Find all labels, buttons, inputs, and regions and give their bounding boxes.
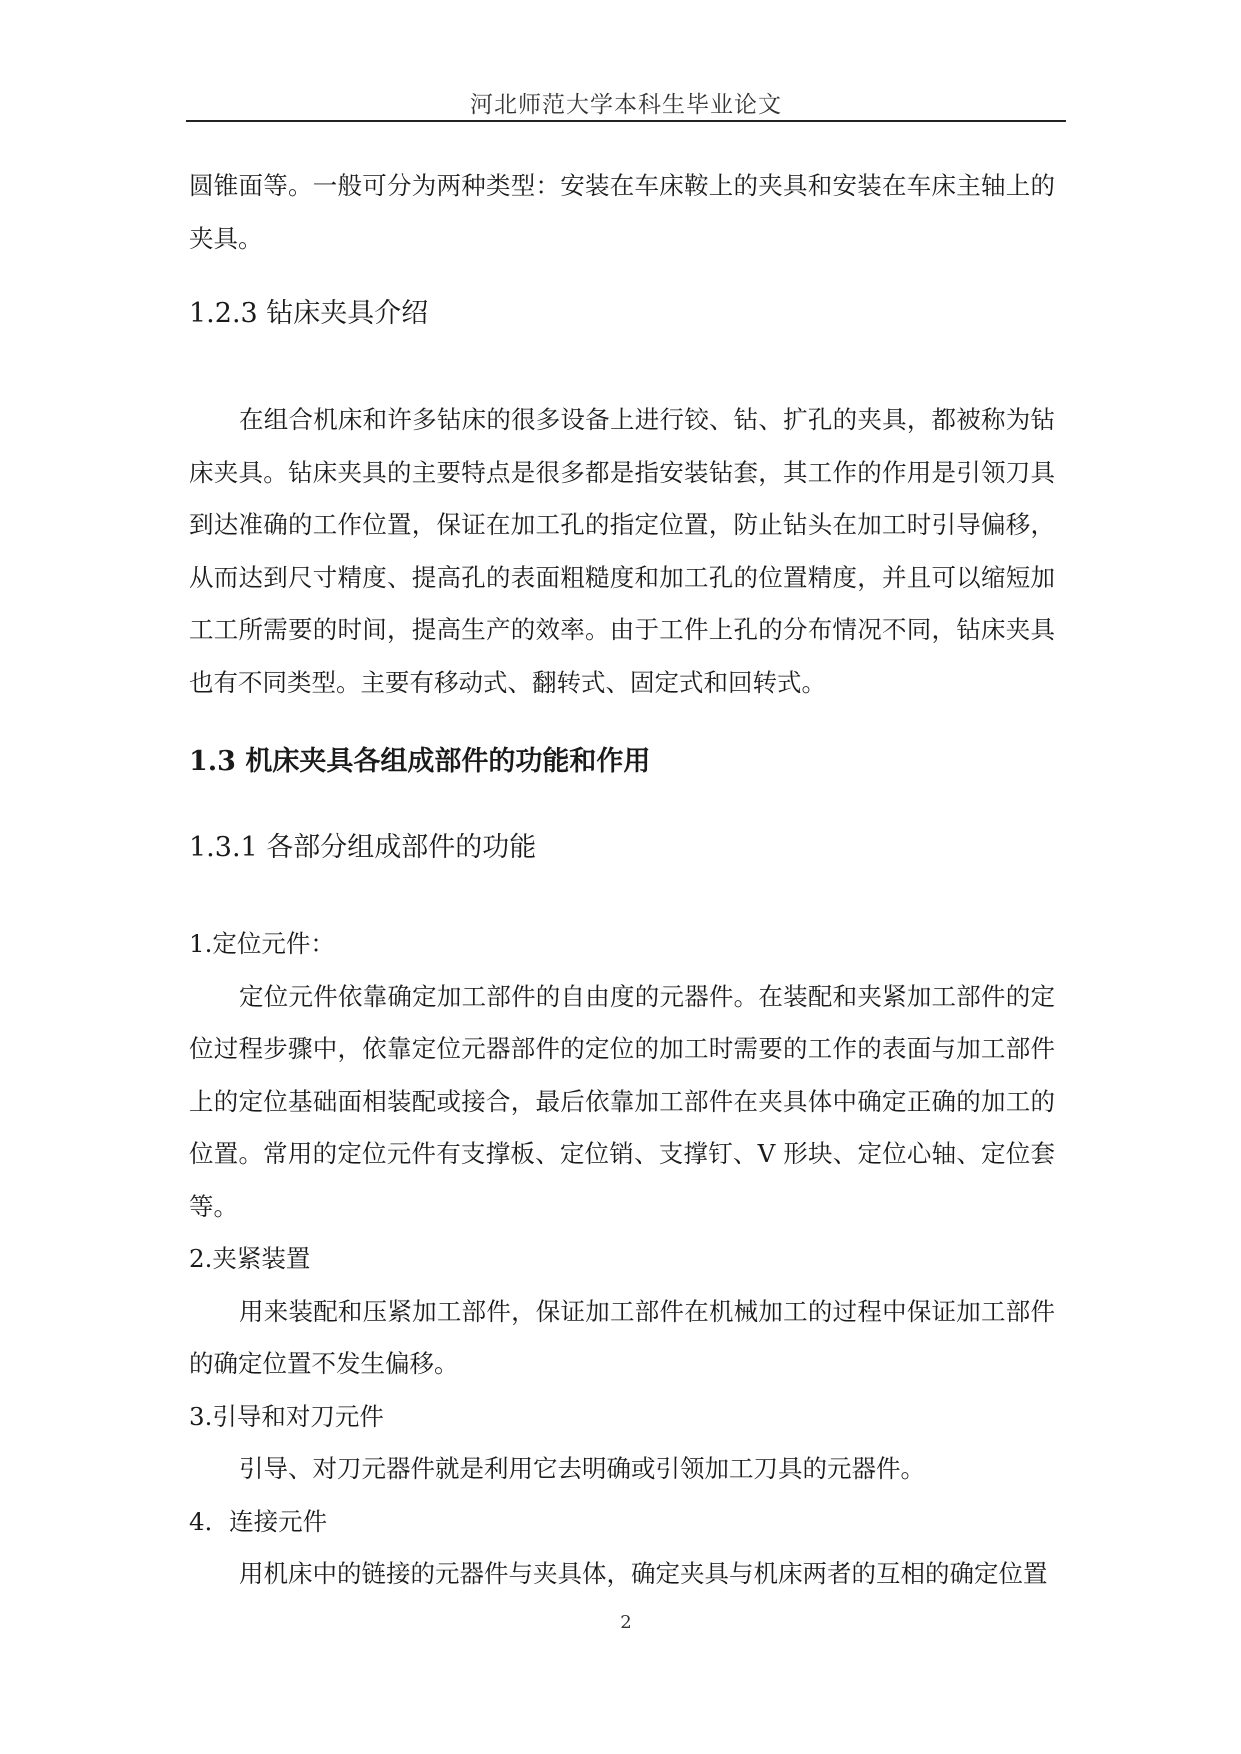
list-item-title-4: 4．连接元件 [189,1506,328,1536]
heading-1-2-3: 1.2.3 钻床夹具介绍 [189,298,429,329]
heading-1-3: 1.3 机床夹具各组成部件的功能和作用 [189,746,651,777]
header-divider [186,120,1066,122]
paragraph-drill-fixture: 在组合机床和许多钻床的很多设备上进行铰、钻、扩孔的夹具，都被称为钻床夹具。钻床夹具的主要特点是很多都是指安装钻套，其工作的作用是引领刀具到达准确的工作位置，保证在加工孔的指定位置，防止钻头在加工时引导偏移，从而达到尺寸精度、提高孔的表面粗糙度和加工孔的位置精度，并且可以缩短加工工所需要的时间，提高生产的效率。由于工件上孔的分布情况不同，钻床夹具也有不同类型。主要有移动式、翻转式、固定式和回转式。 [189,405,1055,697]
list-item-body-4: 用机床中的链接的元器件与夹具体，确定夹具与机床两者的互相的确定位置 [239,1559,1048,1588]
list-item-title-3: 3.引导和对刀元件 [189,1401,384,1431]
list-item-body-1: 定位元件依靠确定加工部件的自由度的元器件。在装配和夹紧加工部件的定位过程步骤中，依靠定位元器部件的定位的加工时需要的工作的表面与加工部件上的定位基础面相装配或接合，最后依靠加工部件在夹具体中确定正确的加工的位置。常用的定位元件有支撑板、定位销、支撑钉、V 形块、定位心轴、定位套等。 [189,981,1055,1221]
list-item-title-2: 2.夹紧装置 [189,1244,311,1273]
paragraph-intro: 圆锥面等。一般可分为两种类型：安装在车床鞍上的夹具和安装在车床主轴上的夹具。 [189,171,1055,253]
page-content [189,160,1055,1601]
list-item-body-2: 用来装配和压紧加工部件，保证加工部件在机械加工的过程中保证加工部件的确定位置不发生偏移。 [189,1296,1055,1378]
page-number: 2 [620,1612,632,1633]
list-item-body-3: 引导、对刀元器件就是利用它去明确或引领加工刀具的元器件。 [239,1454,925,1483]
list-item-title-1: 1.定位元件： [189,929,335,958]
page-header: 河北师范大学本科生毕业论文 [470,92,782,118]
heading-1-3-1: 1.3.1 各部分组成部件的功能 [189,832,537,863]
